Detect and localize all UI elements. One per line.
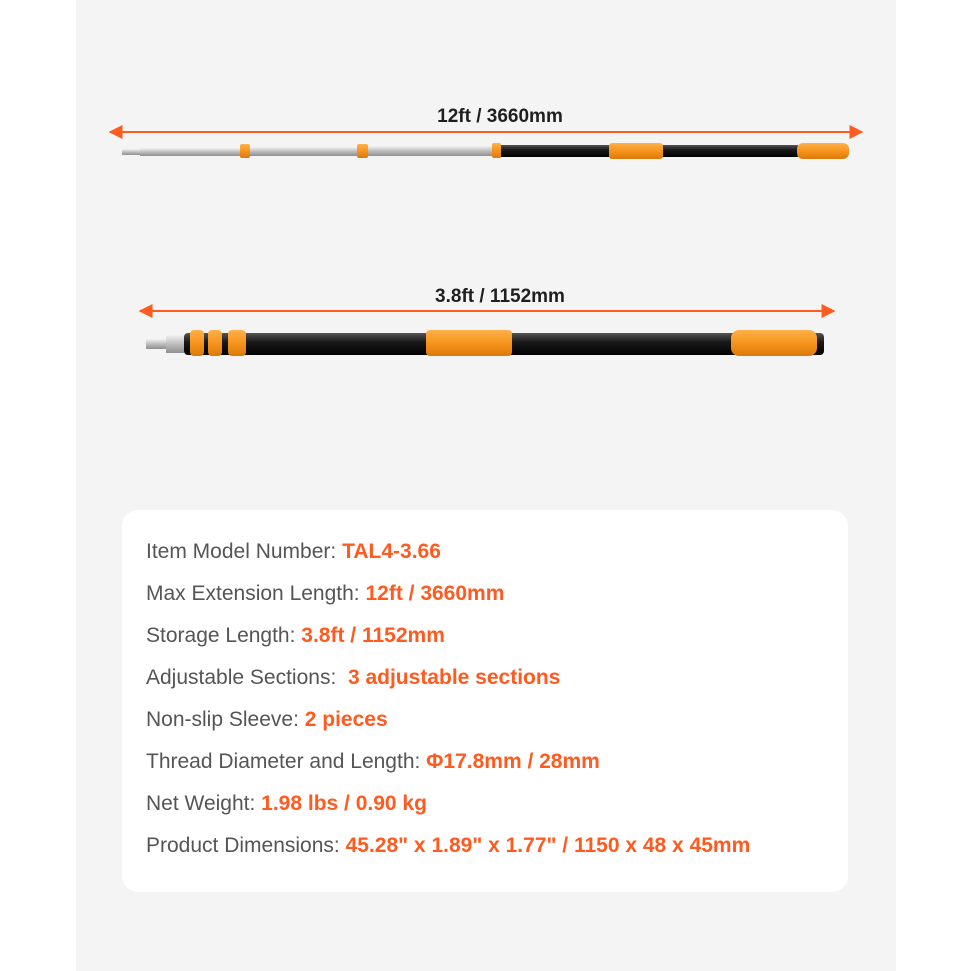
spec-label: Non-slip Sleeve: [146,708,305,731]
spec-label: Max Extension Length: [146,582,366,605]
spec-value: 12ft / 3660mm [365,582,505,605]
spec-label: Adjustable Sections: [146,666,348,689]
spec-value: 1.98 lbs / 0.90 kg [261,792,427,815]
retracted-pole [146,330,824,356]
spec-row-dimensions [146,834,750,858]
spec-row-storage-length [146,624,445,648]
spec-value: 3 adjustable sections [347,666,561,689]
extended-length-label: 12ft / 3660mm [437,106,563,127]
specifications-card [122,510,848,892]
spec-row-model [146,540,441,564]
spec-label: Net Weight: [146,792,262,815]
spec-row-max-extension [146,582,504,606]
extended-pole [122,143,849,159]
spec-label: Storage Length: [146,624,302,647]
spec-row-non-slip-sleeve [146,708,388,732]
spec-value: 3.8ft / 1152mm [301,624,445,647]
spec-value: TAL4-3.66 [342,540,441,563]
spec-row-adjustable-sections [146,666,560,690]
retracted-length-label: 3.8ft / 1152mm [435,286,565,307]
spec-row-net-weight [146,792,427,816]
spec-label: Product Dimensions: [146,834,346,857]
spec-value: Φ17.8mm / 28mm [426,750,600,773]
spec-label: Thread Diameter and Length: [146,750,427,773]
spec-label: Item Model Number: [146,540,343,563]
spec-value: 2 pieces [304,708,388,731]
spec-value: 45.28" x 1.89" x 1.77" / 1150 x 48 x 45mm [345,834,751,857]
spec-row-thread [146,750,600,774]
